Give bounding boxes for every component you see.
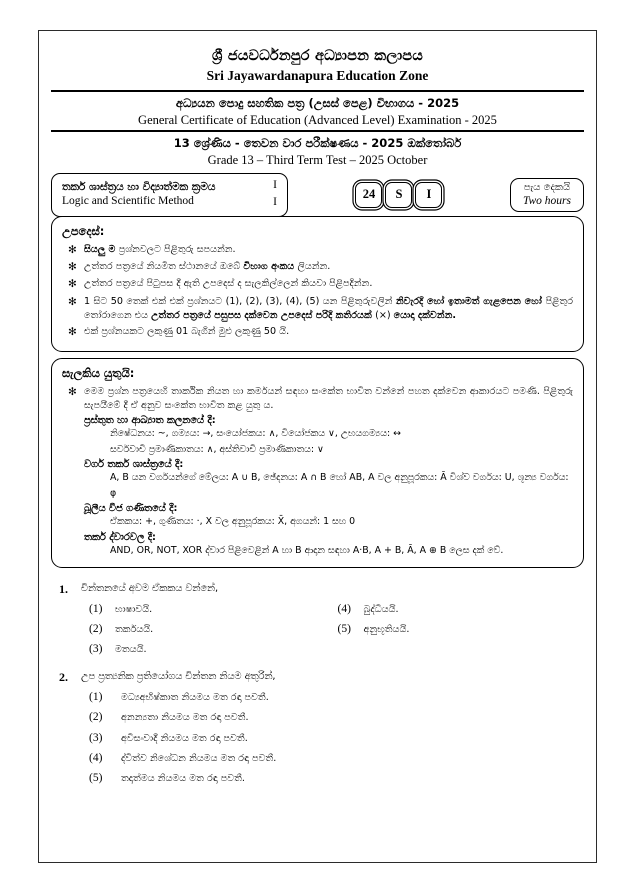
instruction-item (62, 243, 573, 258)
note-group-heading: තර්ක ද්වාරවල දී: (84, 531, 156, 543)
asterisk-icon: ✻ (68, 243, 77, 256)
answer-option[interactable] (81, 599, 330, 619)
answer-option-text: අනුභූතියයි. (363, 624, 410, 636)
grade-title-english: Grade 13 – Third Term Test – 2025 October (207, 153, 428, 168)
header-divider-2 (51, 130, 584, 132)
zone-title-sinhala: ශ්‍රී ජයවර්ධනපුර අධ්‍යාපන කලාපය (212, 48, 423, 64)
answer-option[interactable] (81, 768, 578, 788)
duration-box (510, 178, 584, 213)
instruction-text (84, 277, 573, 291)
instruction-fragment: නිවැරදි හෝ ඉතාමත් ගැළපෙන හෝ (395, 295, 546, 307)
instruction-item (62, 325, 573, 340)
note-symbol-line: නිෂේධනය: ~, ගම්‍යය: →, සංයෝජකය: ∧, වියෝජකය ∨, උභයගම්‍යය: ↔ (110, 428, 401, 440)
answer-option[interactable] (81, 639, 330, 659)
instruction-fragment: උත්තර පත්‍රයේ නියමිත ස්ථානයේ ඔබේ (84, 261, 244, 273)
note-title: සැලකිය යුතුයි: (62, 365, 135, 380)
subject-name-english: Logic and Scientific Method (62, 194, 194, 207)
paper-code-box-2: S (385, 182, 412, 208)
answer-options-columns (81, 599, 578, 659)
answer-option[interactable] (81, 728, 578, 748)
instruction-text (84, 243, 573, 257)
asterisk-icon: ✻ (68, 326, 77, 339)
question-stem: චින්තනයේ අවම ඒකකය වන්නේ, (81, 582, 219, 594)
answer-option-text: ද්විත්ව නිශේධන නියමය මත රඳා පවතී. (121, 752, 277, 764)
answer-option-text: භාෂාවයි. (115, 604, 153, 616)
question-stem: උප ප්‍රත්‍යනික ප්‍රතියෝගය චින්තන නියම අතුරින්, (81, 670, 276, 682)
note-intro-text: මෙම ප්‍රශ්න පත්‍රයෙහි තාර්කික නියත හා කර්මයන් සඳහා සංකේත භාවිත වන්නේ පහත දක්වෙන ආකාරයට පමණි. පිළිතුරු සැපයීමේ දී ඒ අනුව සංකේත භාවිත කළ යුතු ය. (84, 385, 573, 412)
instruction-fragment: විභාග අංකය (243, 261, 298, 273)
asterisk-icon: ✻ (68, 295, 77, 308)
instruction-fragment: එක් ප්‍රශ්නයකට ලකුණු 01 බැගින් මුළු ලකුණු 50 යි. (84, 326, 290, 338)
question-number: 1. (59, 581, 68, 596)
answer-options-single-column (81, 687, 578, 788)
note-symbol-line: A, B යන වර්ගයන්ගේ මේලය: A ∪ B, ඡේදනය: A ∩ B හෝ AB, A වල අනුපූරකය: Ā විශ්ව වර්ගය: U, ශූන්‍ය වර්ගය: φ (110, 472, 569, 499)
exam-title-english: General Certificate of Education (Advanced Level) Examination - 2025 (138, 112, 497, 127)
answer-option-number: (5) (337, 623, 351, 636)
note-symbol-line: ඒකකය: +, ගුණිතය: ·, X වල අනුපූරකය: X̄, අගයන්: 1 සහ 0 (110, 516, 356, 528)
asterisk-icon: ✻ (68, 261, 77, 274)
note-group-heading: බූලීය වීජ ගණිතයේ දී: (84, 503, 178, 515)
instruction-fragment: උත්තර පත්‍රයේ පිටුපස දී ඇති උපදෙස් ද සැලකිල්ලෙන් කියවා පිළිපදින්න. (84, 278, 373, 290)
instruction-fragment: පිළිතුර තෝරාගෙන එය (84, 295, 573, 322)
answer-option[interactable] (81, 619, 330, 639)
zone-title-english: Sri Jayawardanapura Education Zone (206, 67, 429, 83)
question-item (53, 670, 578, 788)
answer-option-number: (3) (89, 731, 103, 744)
answer-options-left (81, 599, 330, 659)
answer-option-text: බුද්ධියයි. (363, 604, 399, 616)
instruction-fragment: (×) (375, 310, 394, 322)
exam-paper-page (38, 30, 597, 863)
instruction-fragment: ලියන්න. (297, 261, 331, 273)
paper-code-group (355, 182, 442, 208)
answer-option-text: මධ්‍යඅභිෂ්කාත නියමය මත රඳා පවතී. (121, 692, 269, 704)
answer-option[interactable] (81, 687, 578, 707)
instruction-item (62, 295, 573, 324)
note-intro-bullet (62, 385, 573, 414)
answer-option-number: (5) (89, 771, 103, 784)
answer-option-number: (3) (89, 643, 103, 656)
answer-option[interactable] (330, 599, 579, 619)
paper-code-box-1: 24 (355, 182, 382, 208)
duration-english: Two hours (522, 194, 571, 207)
subject-name-sinhala: තර්ක ශාස්ත්‍රය හා විද්‍යාත්මක ක්‍රමය (62, 180, 216, 193)
instructions-box (51, 216, 584, 352)
duration-sinhala: පැය දෙකයි (523, 181, 571, 193)
page-inner (39, 31, 596, 788)
note-symbol-line: AND, OR, NOT, XOR ද්වාර පිළිවෙළින් A හා B ආදාන සඳහා A·B, A + B, Ā, A ⊕ B ලෙස දක් වේ. (110, 544, 504, 556)
question-number: 2. (59, 669, 68, 684)
instruction-text (84, 260, 573, 274)
answer-option-text: අනන්‍යතා නියමය මත රඳා පවතී. (121, 712, 249, 724)
instruction-fragment: උත්තර පත්‍රයේ පසුපස දක්වෙන උපදෙස් පරිදි කතිරයක් (151, 310, 376, 322)
answer-option-text: අවිසංවාදී නියමය මත රඳා පවතී. (121, 732, 248, 744)
answer-option-text: තදාත්මය නියමය මත රඳා පවතී. (121, 772, 245, 784)
answer-option[interactable] (330, 619, 579, 639)
instruction-fragment: ප්‍රශ්නවලට පිළිතුරු සපයන්න. (118, 243, 236, 255)
note-group-heading: වර්ග තර්ක ශාස්ත්‍රයේ දී: (84, 459, 184, 471)
answer-option-number: (1) (89, 691, 103, 704)
instructions-list (62, 243, 573, 341)
grade-title-sinhala: 13 ශ්‍රේණිය - තෙවන වාර පරීක්ෂණය - 2025 ඔක්තෝබර් (173, 136, 462, 151)
question-list (51, 574, 584, 788)
note-box (51, 358, 584, 568)
paper-code-box-3: I (415, 182, 442, 208)
answer-option-text: තර්කයයි. (115, 624, 154, 636)
instruction-text (84, 295, 573, 324)
answer-option-number: (2) (89, 623, 103, 636)
question-item (53, 582, 578, 660)
question-body (81, 670, 578, 788)
answer-option-text: මතයයි. (115, 644, 147, 656)
paper-number-english: I (273, 196, 277, 209)
paper-number-group (259, 177, 277, 212)
answer-option[interactable] (81, 707, 578, 727)
note-symbol-line: සර්වවාචී ප්‍රමාණිකාතය: ∧, අස්තිවාචී ප්‍රමාණිකාතය: ∨ (110, 443, 324, 455)
instruction-fragment: සියලු ම (84, 243, 119, 255)
asterisk-icon: ✻ (68, 278, 77, 291)
answer-option-number: (4) (89, 751, 103, 764)
question-body (81, 582, 578, 660)
answer-option-number: (4) (337, 603, 351, 616)
answer-option-number: (2) (89, 711, 103, 724)
asterisk-icon: ✻ (68, 385, 77, 398)
answer-options-right (330, 599, 579, 659)
paper-number-sinhala: I (273, 179, 277, 192)
exam-title-sinhala: අධ්‍යයන පොදු සහතික පත්‍ර (උසස් පෙළ) විභාගය - 2025 (175, 96, 460, 111)
instruction-fragment: යොදා දක්වන්න. (393, 310, 457, 322)
subject-row (51, 178, 584, 212)
note-symbol-groups (62, 415, 573, 558)
subject-names (62, 180, 215, 210)
instruction-text (84, 325, 573, 339)
instruction-fragment: 1 සිට 50 තෙක් එක් එක් ප්‍රශ්නයට (1), (2), (3), (4), (5) යන පිළිතුරුවලින් (84, 295, 396, 307)
instructions-title: උපදෙස්: (62, 223, 105, 238)
header-divider-1 (51, 90, 584, 92)
note-group-heading: ප්‍රස්තුත හා ආඛ්‍යාත කලනයේ දී: (84, 415, 216, 427)
instruction-item (62, 260, 573, 275)
answer-option[interactable] (81, 748, 578, 768)
answer-option-number: (1) (89, 603, 103, 616)
subject-box (51, 173, 288, 217)
instruction-item (62, 277, 573, 292)
